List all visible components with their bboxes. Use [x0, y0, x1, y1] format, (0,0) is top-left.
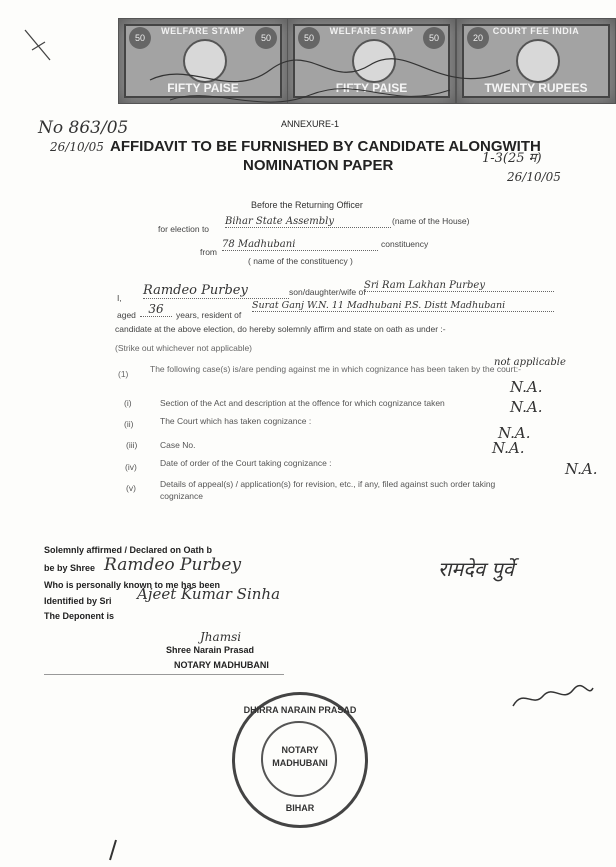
resident-address: Surat Ganj W.N. 11 Madhubani P.S. Distt Madhubani — [252, 300, 554, 312]
candidate-statement: candidate at the above election, do hereby solemnly affirm and state on oath as under :- — [115, 324, 446, 334]
notary-initials: Jhamsi — [200, 630, 242, 644]
item-text: Date of order of the Court taking cognizance : — [160, 458, 332, 468]
notary-line-4: Identified by Sri — [44, 596, 112, 606]
affidavit-title-line1: AFFIDAVIT TO BE FURNISHED BY CANDIDATE ALONGWITH — [110, 138, 541, 155]
years-resident-label: years, resident of — [176, 310, 242, 320]
identifier-name: Ajeet Kumar Sinha — [137, 585, 281, 603]
stamp-corner-value: 50 — [129, 27, 151, 49]
seal-bottom-text: BIHAR — [285, 803, 315, 813]
bottom-mark-icon — [104, 838, 124, 863]
i-label: I, — [117, 293, 122, 303]
notary-line-2: be by Shree — [44, 563, 96, 573]
house-name: Bihar State Assembly — [225, 216, 391, 228]
annexure-label: ANNEXURE-1 — [281, 119, 340, 129]
point-text: The following case(s) is/are pending against me in which cognizance has been taken by the court:- — [150, 364, 521, 374]
notary-line-1: Solemnly affirmed / Declared on Oath b — [44, 545, 213, 555]
na-mark: N.A. — [565, 460, 598, 478]
constituency-label: constituency — [381, 239, 429, 249]
father-name: Sri Ram Lakhan Purbey — [364, 280, 554, 292]
stamp-cancellation-scribble — [110, 20, 570, 120]
name-of-constituency-label: ( name of the constituency ) — [248, 256, 353, 266]
right-reference-date: 26/10/05 — [507, 170, 561, 184]
right-reference-number: 1-3(25 म) — [482, 151, 542, 166]
stamp-value: FIFTY PAISE — [335, 81, 408, 95]
item-number: (i) — [124, 398, 132, 408]
stamp-value: FIFTY PAISE — [167, 81, 239, 95]
stamp-band: WELFARE STAMP — [329, 26, 414, 36]
notary-name: Shree Narain Prasad — [166, 645, 255, 655]
name-of-house-label: (name of the House) — [392, 216, 470, 226]
notary-line-5: The Deponent is — [44, 611, 115, 621]
item-number: (ii) — [124, 419, 134, 429]
corner-mark-icon — [20, 20, 60, 80]
item-number: (iv) — [125, 462, 137, 472]
reference-number: No 863/05 — [38, 118, 129, 138]
signature-scribble — [508, 678, 598, 718]
not-applicable-note: not applicable — [494, 357, 566, 368]
item-number: (v) — [126, 483, 136, 493]
notary-line-3: Who is personally known to me has been — [44, 580, 221, 590]
stamp-value: TWENTY RUPEES — [484, 81, 588, 95]
stamp-corner-value: 20 — [467, 27, 489, 49]
na-mark: N.A. — [510, 398, 543, 416]
item-number: (iii) — [126, 440, 138, 450]
stamp-corner-value: 50 — [255, 27, 277, 49]
notary-divider — [44, 674, 284, 675]
before-returning-officer: Before the Returning Officer — [251, 200, 363, 210]
na-mark: N.A. — [510, 378, 543, 396]
reference-date: 26/10/05 — [50, 140, 104, 154]
notary-title: NOTARY MADHUBANI — [174, 660, 269, 670]
aged-label: aged — [117, 310, 136, 320]
constituency-name: 78 Madhubani — [222, 239, 378, 251]
stamp-corner-value: 50 — [298, 27, 320, 49]
item-text: The Court which has taken cognizance : — [160, 416, 312, 426]
na-mark: N.A. — [498, 424, 531, 442]
item-text: Details of appeal(s) / application(s) for revision, etc., if any, filed against such order taking cognizance — [160, 479, 496, 501]
item-text: Section of the Act and description at the offence for which cognizance taken — [160, 398, 445, 408]
stamp-corner-value: 50 — [423, 27, 445, 49]
deponent-name: Ramdeo Purbey — [143, 283, 289, 299]
deponent-signature-hindi: रामदेव पुर्वे — [438, 557, 514, 581]
deponent-name-notary: Ramdeo Purbey — [104, 555, 242, 575]
strike-out-note: (Strike out whichever not applicable) — [115, 343, 253, 353]
stamp-band: COURT FEE INDIA — [492, 26, 580, 36]
son-of-label: son/daughter/wife of — [289, 287, 366, 297]
stamp-band: WELFARE STAMP — [161, 26, 245, 36]
from-label: from — [200, 247, 217, 257]
seal-outer-text: DHIRRA NARAIN PRASAD — [243, 705, 357, 715]
seal-inner-text-1: NOTARY — [281, 745, 319, 755]
item-text: Case No. — [160, 440, 196, 450]
age-value: 36 — [140, 302, 172, 317]
seal-inner-text-2: MADHUBANI — [272, 758, 328, 768]
point-number: (1) — [118, 369, 129, 379]
for-election-label: for election to — [158, 224, 210, 234]
na-mark: N.A. — [492, 439, 525, 457]
notary-seal — [232, 692, 368, 828]
affidavit-title-line2: NOMINATION PAPER — [243, 157, 394, 174]
